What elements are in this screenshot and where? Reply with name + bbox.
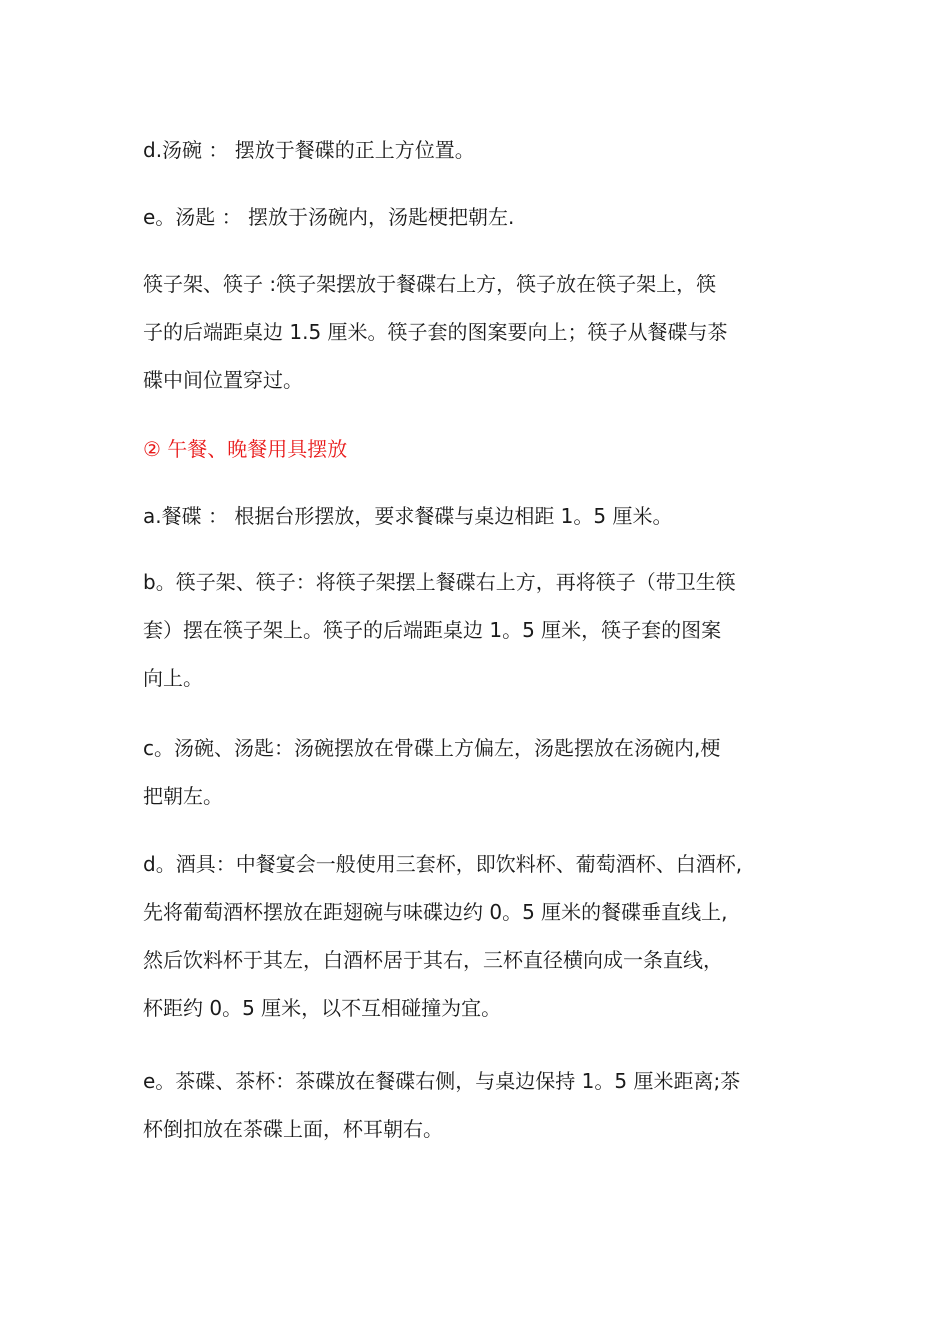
text-line: 把朝左。 <box>143 784 223 808</box>
text-line: 套）摆在筷子架上。筷子的后端距桌边 1。5 厘米，筷子套的图案 <box>143 618 722 642</box>
text-line: e。茶碟、茶杯：茶碟放在餐碟右侧，与桌边保持 1。5 厘米距离;茶 <box>143 1069 741 1093</box>
paragraph-tea-e <box>143 1057 823 1153</box>
text-line: 向上。 <box>143 666 203 690</box>
text-line: e。汤匙 ： 摆放于汤碗内，汤匙梗把朝左. <box>143 205 515 229</box>
paragraph-soup-spoon-e <box>143 193 823 241</box>
text-line: 筷子架、筷子 :筷子架摆放于餐碟右上方，筷子放在筷子架上，筷 <box>143 272 717 296</box>
text-line: 子的后端距桌边 1.5 厘米。筷子套的图案要向上；筷子从餐碟与茶 <box>143 320 728 344</box>
paragraph-plate-a <box>143 492 823 540</box>
text-line: ② 午餐、晚餐用具摆放 <box>143 437 348 461</box>
paragraph-glassware-d <box>143 840 823 1032</box>
text-line: a.餐碟 ： 根据台形摆放，要求餐碟与桌边相距 1。5 厘米。 <box>143 504 673 528</box>
text-line: 然后饮料杯于其左，白酒杯居于其右，三杯直径横向成一条直线， <box>143 948 723 972</box>
text-line: 杯距约 0。5 厘米，以不互相碰撞为宜。 <box>143 996 502 1020</box>
section-heading-lunch-dinner <box>143 425 823 473</box>
text-line: 杯倒扣放在茶碟上面，杯耳朝右。 <box>143 1117 443 1141</box>
paragraph-chopstick-rest <box>143 260 823 404</box>
paragraph-soup-bowl-d <box>143 126 823 174</box>
text-line: 碟中间位置穿过。 <box>143 368 303 392</box>
paragraph-chopsticks-b <box>143 558 823 702</box>
text-line: b。筷子架、筷子：将筷子架摆上餐碟右上方，再将筷子（带卫生筷 <box>143 570 736 594</box>
text-line: d。酒具：中餐宴会一般使用三套杯，即饮料杯、葡萄酒杯、白酒杯, <box>143 852 743 876</box>
text-line: c。汤碗、汤匙：汤碗摆放在骨碟上方偏左，汤匙摆放在汤碗内,梗 <box>143 736 721 760</box>
text-line: d.汤碗 ： 摆放于餐碟的正上方位置。 <box>143 138 475 162</box>
paragraph-soup-c <box>143 724 823 820</box>
text-line: 先将葡萄酒杯摆放在距翅碗与味碟边约 0。5 厘米的餐碟垂直线上, <box>143 900 728 924</box>
